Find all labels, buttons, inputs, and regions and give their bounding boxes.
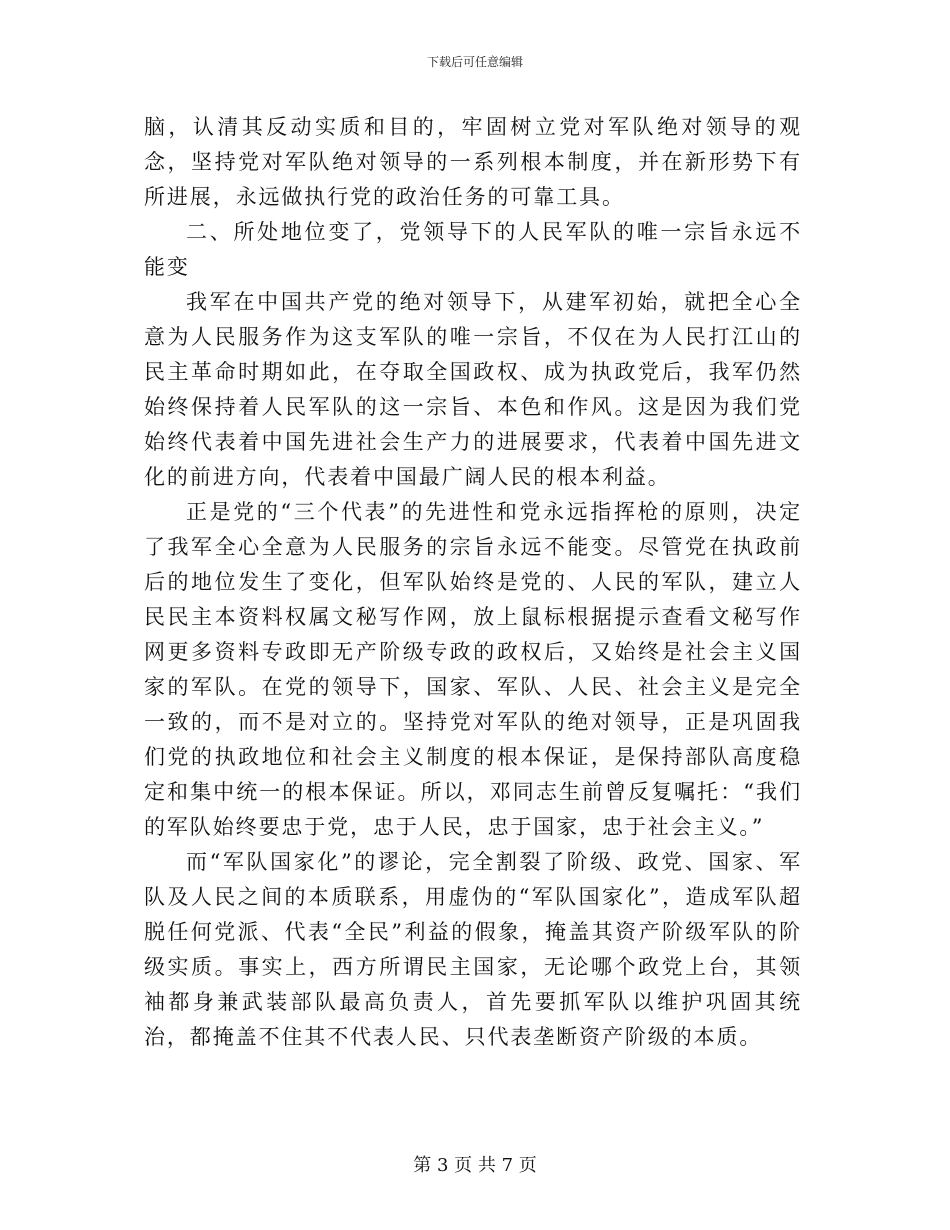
page-header <box>0 54 950 70</box>
footer-suffix: 页 <box>518 1155 537 1176</box>
paragraph-continuation: 脑，认清其反动实质和目的，牢固树立党对军队绝对领导的观念，坚持党对军队绝对领导的一系列根本制度，并在新形势下有所进展，永远做执行党的政治任务的可靠工具。 <box>144 115 802 209</box>
header-note: 下载后可任意编辑 <box>426 55 523 69</box>
paragraph: 而“军队国家化”的谬论，完全割裂了阶级、政党、国家、军队及人民之间的本质联系，用虚伪的“军队国家化”，造成军队超脱任何党派、代表“全民”利益的假象，掩盖其资产阶级军队的阶级实质。事实上，西方所谓民主国家，无论哪个政党上台，其领袖都身兼武装部队最高负责人，首先要抓军队以维护巩固其统治，都掩盖不住其不代表人民、只代表垄断资产阶级的本质。 <box>144 850 802 1049</box>
current-page-number: 3 <box>436 1155 449 1176</box>
document-body <box>144 110 802 1055</box>
page-footer <box>0 1155 950 1177</box>
footer-prefix: 第 <box>413 1155 432 1176</box>
paragraph: 我军在中国共产党的绝对领导下，从建军初始，就把全心全意为人民服务作为这支军队的唯一宗旨，不仅在为人民打江山的民主革命时期如此，在夺取全国政权、成为执政党后，我军仍然始终保持着人民军队的这一宗旨、本色和作风。这是因为我们党始终代表着中国先进社会生产力的进展要求，代表着中国先进文化的前进方向，代表着中国最广阔人民的根本利益。 <box>144 290 802 489</box>
section-heading: 二、所处地位变了，党领导下的人民军队的唯一宗旨永远不能变 <box>144 220 802 279</box>
total-pages-number: 7 <box>501 1155 514 1176</box>
paragraph: 正是党的“三个代表”的先进性和党永远指挥枪的原则，决定了我军全心全意为人民服务的宗旨永远不能变。尽管党在执政前后的地位发生了变化，但军队始终是党的、人民的军队，建立人民民主本资料权属文秘写作网，放上鼠标根据提示查看文秘写作网更多资料专政即无产阶级专政的政权后，又始终是社会主义国家的军队。在党的领导下，国家、军队、人民、社会主义是完全一致的，而不是对立的。坚持党对军队的绝对领导，正是巩固我们党的执政地位和社会主义制度的根本保证，是保持部队高度稳定和集中统一的根本保证。所以，邓同志生前曾反复嘱托：“我们的军队始终要忠于党，忠于人民，忠于国家，忠于社会主义。” <box>144 500 802 839</box>
footer-middle: 页 共 <box>454 1155 496 1176</box>
